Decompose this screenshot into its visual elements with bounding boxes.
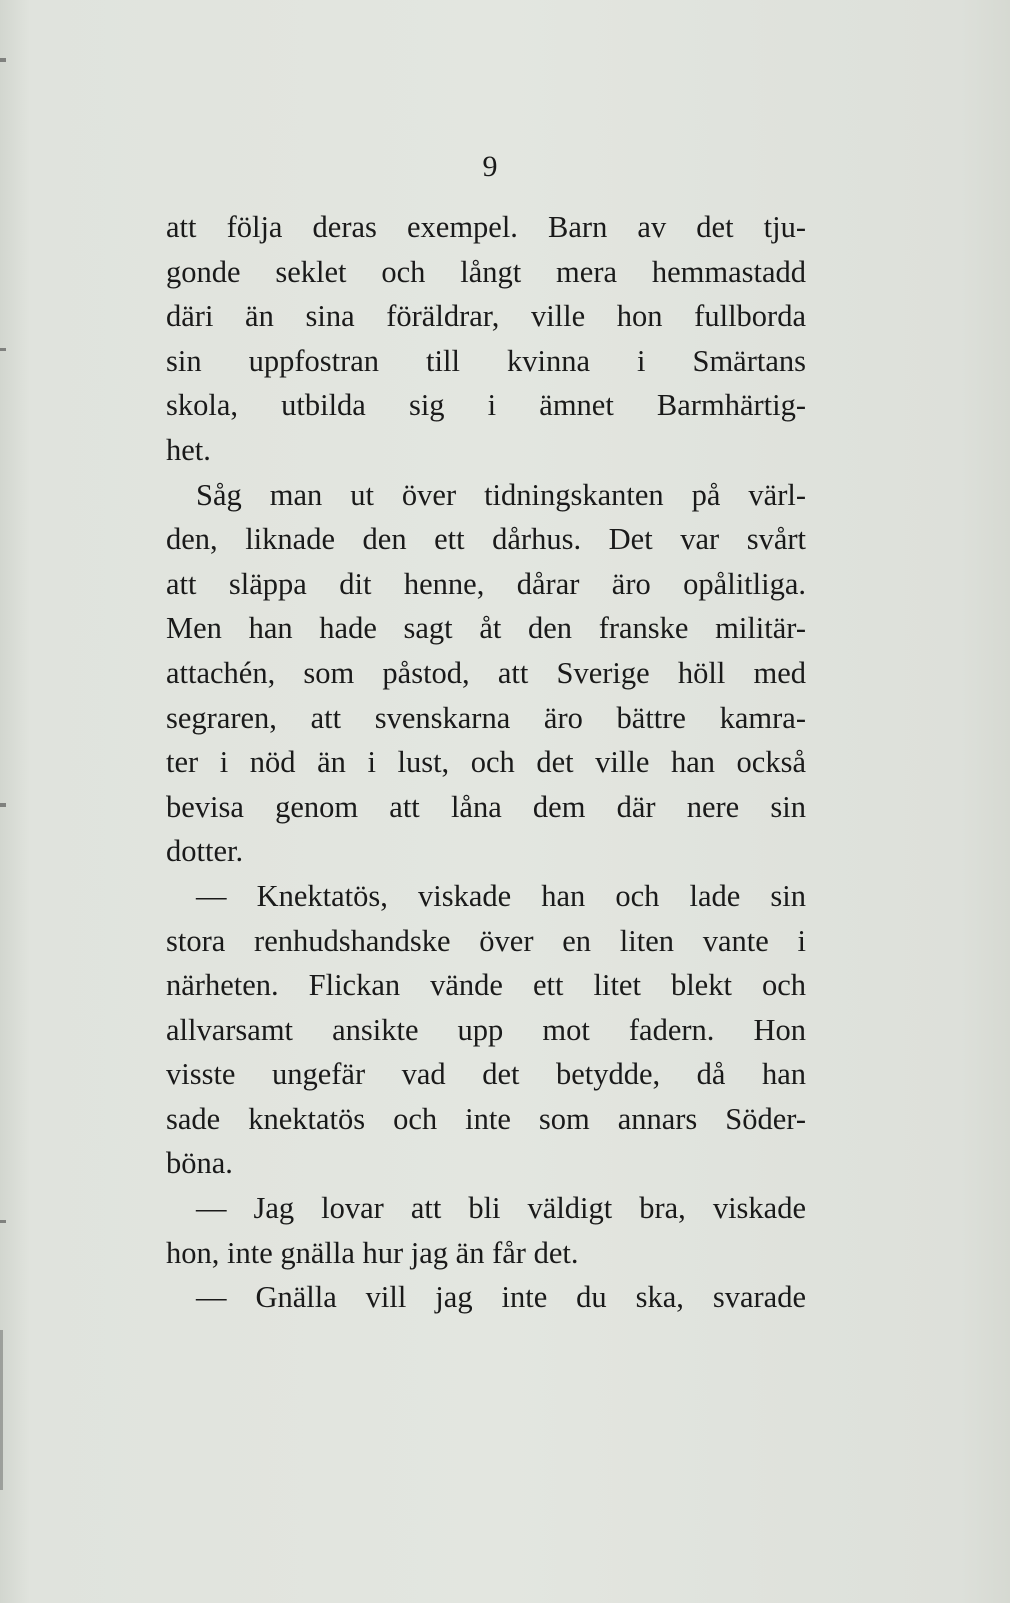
text-line: allvarsamt ansikte upp mot fadern. Hon <box>166 1012 806 1047</box>
text-line: — Jag lovar att bli väldigt bra, viskade <box>196 1191 806 1226</box>
text-line: närheten. Flickan vände ett litet blekt och <box>166 968 806 1003</box>
text-line: segraren, att svenskarna äro bättre kamra- <box>166 700 806 735</box>
text-line: den, liknade den ett dårhus. Det var svårt <box>166 522 806 557</box>
page-number: 9 <box>482 150 498 183</box>
binding-edge-mark <box>0 58 6 62</box>
text-line: att släppa dit henne, dårar äro opålitliga. <box>166 566 806 601</box>
text-line: ter i nöd än i lust, och det ville han också <box>166 745 806 780</box>
text-line: hon, inte gnälla hur jag än får det. <box>166 1235 579 1270</box>
binding-edge-mark <box>0 1330 3 1490</box>
text-line: — Knektatös, viskade han och lade sin <box>196 878 806 913</box>
text-line: gonde seklet och långt mera hemmastadd <box>166 254 806 289</box>
text-line: Men han hade sagt åt den franske militär- <box>166 611 806 646</box>
text-line: Såg man ut över tidningskanten på värl- <box>196 477 806 512</box>
text-line: sin uppfostran till kvinna i Smärtans <box>166 343 806 378</box>
binding-edge-mark <box>0 803 6 807</box>
binding-edge-mark <box>0 348 6 351</box>
text-line: att följa deras exempel. Barn av det tju- <box>166 210 806 244</box>
text-line: — Gnälla vill jag inte du ska, svarade <box>196 1280 806 1315</box>
body-text <box>166 205 806 1320</box>
text-line: skola, utbilda sig i ämnet Barmhärtig- <box>166 388 806 423</box>
binding-edge-mark <box>0 1220 6 1223</box>
text-line: dotter. <box>166 834 244 869</box>
text-line: stora renhudshandske över en liten vante i <box>166 923 806 958</box>
text-line: böna. <box>166 1146 233 1181</box>
text-line: bevisa genom att låna dem där nere sin <box>166 789 806 824</box>
text-line: visste ungefär vad det betydde, då han <box>166 1057 806 1092</box>
text-line: däri än sina föräldrar, ville hon fullborda <box>166 299 806 334</box>
text-line: het. <box>166 432 211 467</box>
text-line: sade knektatös och inte som annars Söder- <box>166 1101 806 1136</box>
text-line: attachén, som påstod, att Sverige höll med <box>166 655 806 690</box>
